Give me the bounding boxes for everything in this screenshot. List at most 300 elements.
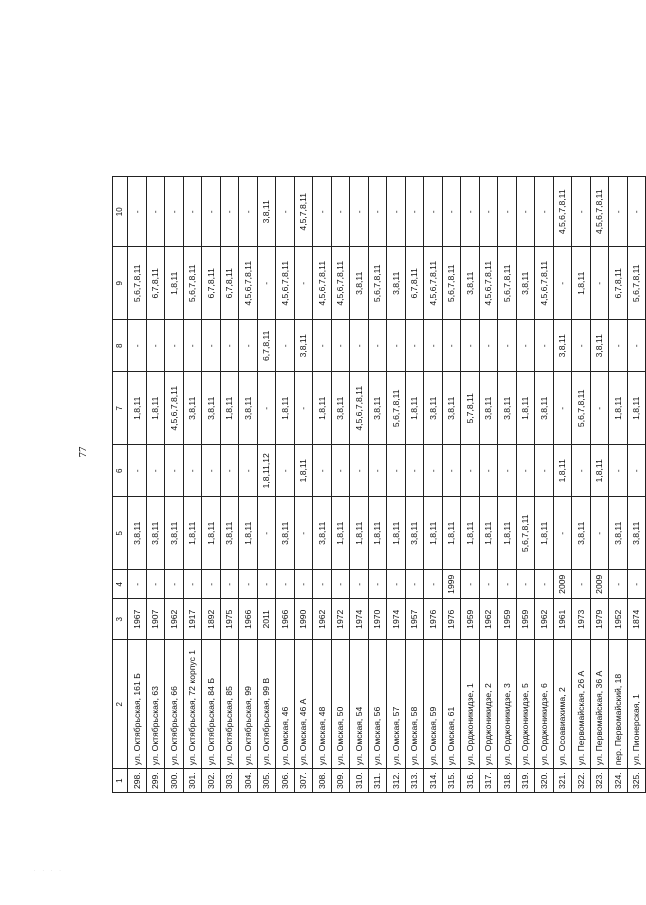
table-cell: - xyxy=(165,177,184,247)
table-cell: - xyxy=(461,320,480,372)
table-cell: 1,8,11 xyxy=(294,445,313,497)
table-cell: - xyxy=(128,570,147,599)
table-cell: - xyxy=(516,445,535,497)
table-row xyxy=(498,177,517,793)
table-cell: - xyxy=(479,445,498,497)
table-cell: - xyxy=(368,570,387,599)
table-row xyxy=(220,177,239,793)
table-cell: - xyxy=(424,320,443,372)
table-cell: 1,8,11 xyxy=(572,247,591,320)
table-cell: - xyxy=(498,320,517,372)
table-cell: 5,6,7,8,11 xyxy=(498,247,517,320)
header-cell: 9 xyxy=(113,247,128,320)
table-cell: - xyxy=(627,320,646,372)
table-cell: - xyxy=(387,320,406,372)
table-cell: 314. xyxy=(424,769,443,793)
table-cell: 3,8,11 xyxy=(590,320,609,372)
table-cell: 1959 xyxy=(461,599,480,640)
header-cell: 4 xyxy=(113,570,128,599)
table-cell: 6,7,8,11 xyxy=(609,247,628,320)
table-cell: ул. Орджоникидзе, 5 xyxy=(516,640,535,769)
table-cell: - xyxy=(257,570,276,599)
table-cell: 3,8,11 xyxy=(405,497,424,570)
table-cell: 323. xyxy=(590,769,609,793)
table-cell: 1,8,11 xyxy=(590,445,609,497)
table-cell: 4,5,6,7,8,11 xyxy=(313,247,332,320)
table-cell: 3,8,11 xyxy=(479,372,498,445)
table-cell: 1,8,11 xyxy=(350,497,369,570)
table-cell: - xyxy=(535,177,554,247)
table-cell: - xyxy=(313,445,332,497)
table-cell: - xyxy=(294,497,313,570)
table-cell: - xyxy=(128,177,147,247)
table-cell: - xyxy=(590,372,609,445)
table-cell: 3,8,11 xyxy=(183,372,202,445)
table-cell: 1,8,11 xyxy=(627,372,646,445)
table-cell: 3,8,11 xyxy=(146,497,165,570)
table-cell: - xyxy=(405,445,424,497)
table-cell: 3,8,11 xyxy=(553,320,572,372)
table-row xyxy=(350,177,369,793)
table-cell: ул. Омская, 48 xyxy=(313,640,332,769)
table-cell: - xyxy=(331,445,350,497)
table-cell: 1959 xyxy=(498,599,517,640)
table-cell: 313. xyxy=(405,769,424,793)
table-cell: ул. Октябрьская, 63 xyxy=(146,640,165,769)
table-cell: - xyxy=(516,177,535,247)
table-cell: - xyxy=(183,177,202,247)
table-cell: 1,8,11 xyxy=(276,372,295,445)
table-cell: 1,8,11 xyxy=(609,372,628,445)
header-cell: 5 xyxy=(113,497,128,570)
table-cell: - xyxy=(276,177,295,247)
table-cell: 1907 xyxy=(146,599,165,640)
table-row xyxy=(535,177,554,793)
table-cell: - xyxy=(183,445,202,497)
table-cell: - xyxy=(146,177,165,247)
table-cell: - xyxy=(442,320,461,372)
table-cell: ул. Осоавиахима, 2 xyxy=(553,640,572,769)
table-cell: - xyxy=(220,570,239,599)
table-row xyxy=(239,177,258,793)
header-cell: 10 xyxy=(113,177,128,247)
table-cell: 4,5,7,8,11 xyxy=(294,177,313,247)
table-cell: ул. Омская, 56 xyxy=(368,640,387,769)
table-cell: - xyxy=(220,177,239,247)
table-cell: 1,8,11 xyxy=(387,497,406,570)
table-cell: ул. Омская, 50 xyxy=(331,640,350,769)
table-cell: 325. xyxy=(627,769,646,793)
table-cell: 300. xyxy=(165,769,184,793)
table-cell: 1,8,11,12 xyxy=(257,445,276,497)
table-cell: 1,8,11 xyxy=(479,497,498,570)
table-cell: 321. xyxy=(553,769,572,793)
table-cell: 3,8,11 xyxy=(461,247,480,320)
table-cell: 3,8,11 xyxy=(331,372,350,445)
table-cell: ул. Орджоникидзе, 3 xyxy=(498,640,517,769)
header-cell: 8 xyxy=(113,320,128,372)
table-row xyxy=(553,177,572,793)
table-cell: - xyxy=(350,570,369,599)
table-cell: 6,7,8,11 xyxy=(202,247,221,320)
table-cell: - xyxy=(516,320,535,372)
table-cell: 5,6,7,8,11 xyxy=(368,247,387,320)
table-cell: ул. Первомайская, 26 А xyxy=(572,640,591,769)
table-cell: 307. xyxy=(294,769,313,793)
table-cell: 320. xyxy=(535,769,554,793)
table-cell: 1,8,11 xyxy=(146,372,165,445)
table-row xyxy=(202,177,221,793)
table-cell: 316. xyxy=(461,769,480,793)
table-cell: - xyxy=(553,497,572,570)
table-cell: 303. xyxy=(220,769,239,793)
table-cell: - xyxy=(257,372,276,445)
table-cell: - xyxy=(331,320,350,372)
table-cell: 3,8,11 xyxy=(424,372,443,445)
table-cell: 1917 xyxy=(183,599,202,640)
table-cell: - xyxy=(442,177,461,247)
table-cell: - xyxy=(461,445,480,497)
table-cell: - xyxy=(498,445,517,497)
table-cell: 3,8,11 xyxy=(498,372,517,445)
table-cell: - xyxy=(479,570,498,599)
table-cell: - xyxy=(498,570,517,599)
table-cell: - xyxy=(202,177,221,247)
table-cell: 309. xyxy=(331,769,350,793)
table-cell: - xyxy=(368,320,387,372)
table-cell: 1,8,11 xyxy=(331,497,350,570)
table-cell: - xyxy=(220,320,239,372)
table-cell: 1,8,11 xyxy=(461,497,480,570)
table-cell: - xyxy=(368,177,387,247)
table-cell: 3,8,11 xyxy=(516,247,535,320)
table-row xyxy=(165,177,184,793)
table-cell: - xyxy=(294,570,313,599)
table-cell: 1961 xyxy=(553,599,572,640)
table-cell: 301. xyxy=(183,769,202,793)
table-cell: - xyxy=(239,570,258,599)
table-cell: 317. xyxy=(479,769,498,793)
table-cell: - xyxy=(424,570,443,599)
table-cell: ул. Омская, 46 А xyxy=(294,640,313,769)
table-cell: 3,8,11 xyxy=(128,497,147,570)
table-cell: 1,8,11 xyxy=(183,497,202,570)
table-cell: 1,8,11 xyxy=(313,372,332,445)
table-cell: 1,8,11 xyxy=(516,372,535,445)
table-cell: 298. xyxy=(128,769,147,793)
table-row xyxy=(387,177,406,793)
table-cell: 308. xyxy=(313,769,332,793)
table-row xyxy=(183,177,202,793)
table-cell: 3,8,11 xyxy=(165,497,184,570)
table-cell: ул. Орджоникидзе, 2 xyxy=(479,640,498,769)
table-cell: 1962 xyxy=(479,599,498,640)
table-cell: 3,8,11 xyxy=(627,497,646,570)
table-cell: 5,6,7,8,11 xyxy=(128,247,147,320)
table-cell: - xyxy=(183,570,202,599)
table-cell: 1,8,11 xyxy=(239,497,258,570)
table-row xyxy=(368,177,387,793)
table-cell: 4,5,6,7,8,11 xyxy=(424,247,443,320)
table-cell: 1962 xyxy=(313,599,332,640)
table-cell: - xyxy=(183,320,202,372)
table-cell: - xyxy=(405,320,424,372)
table-cell: ул. Омская, 54 xyxy=(350,640,369,769)
table-cell: 1962 xyxy=(165,599,184,640)
table-cell: пер. Первомайский, 18 xyxy=(609,640,628,769)
table-cell: - xyxy=(294,372,313,445)
table-cell: 3,8,11 xyxy=(609,497,628,570)
table-cell: - xyxy=(313,177,332,247)
table-cell: 5,6,7,8,11 xyxy=(387,372,406,445)
header-cell: 7 xyxy=(113,372,128,445)
table-cell: 3,8,11 xyxy=(276,497,295,570)
table-cell: 1,8,11 xyxy=(405,372,424,445)
table-cell: 4,5,6,7,8,11 xyxy=(276,247,295,320)
table-cell: 5,6,7,8,11 xyxy=(572,372,591,445)
table-cell: - xyxy=(165,570,184,599)
table-cell: ул. Омская, 46 xyxy=(276,640,295,769)
table-cell: 3,8,11 xyxy=(368,372,387,445)
table-cell: 2011 xyxy=(257,599,276,640)
table-cell: - xyxy=(609,320,628,372)
table-cell: 1,8,11 xyxy=(128,372,147,445)
table-cell: - xyxy=(609,445,628,497)
table-row xyxy=(442,177,461,793)
table-cell: 1999 xyxy=(442,570,461,599)
table-cell: 318. xyxy=(498,769,517,793)
table-cell: 3,8,11 xyxy=(535,372,554,445)
table-cell: 5,6,7,8,11 xyxy=(183,247,202,320)
table-cell: ул. Октябрьская, 161 Б xyxy=(128,640,147,769)
table-cell: 6,7,8,11 xyxy=(405,247,424,320)
table-cell: 312. xyxy=(387,769,406,793)
table-row xyxy=(609,177,628,793)
table-cell: 3,8,11 xyxy=(350,247,369,320)
table-cell: ул. Первомайская, 36 А xyxy=(590,640,609,769)
table-cell: 322. xyxy=(572,769,591,793)
table-cell: - xyxy=(553,247,572,320)
table-cell: - xyxy=(146,320,165,372)
table-cell: 1,8,11 xyxy=(368,497,387,570)
table-cell: 1970 xyxy=(368,599,387,640)
table-cell: - xyxy=(572,445,591,497)
table-cell: - xyxy=(516,570,535,599)
table-cell: 302. xyxy=(202,769,221,793)
table-cell: 305. xyxy=(257,769,276,793)
table-row xyxy=(590,177,609,793)
table-cell: - xyxy=(498,177,517,247)
table-cell: - xyxy=(331,177,350,247)
table-cell: - xyxy=(609,570,628,599)
table-cell: 2009 xyxy=(590,570,609,599)
table-cell: - xyxy=(479,320,498,372)
header-cell: 3 xyxy=(113,599,128,640)
table-cell: - xyxy=(276,570,295,599)
table-cell: ул. Октябрьская, 99 xyxy=(239,640,258,769)
table-cell: 1,8,11 xyxy=(202,497,221,570)
table-cell: - xyxy=(257,497,276,570)
header-cell: 1 xyxy=(113,769,128,793)
table-row xyxy=(128,177,147,793)
table-cell: ул. Орджоникидзе, 1 xyxy=(461,640,480,769)
table-cell: - xyxy=(572,177,591,247)
table-cell: - xyxy=(313,570,332,599)
table-cell: - xyxy=(442,445,461,497)
table-cell: - xyxy=(128,445,147,497)
table-cell: - xyxy=(146,445,165,497)
table-cell: 1,8,11 xyxy=(535,497,554,570)
table-cell: ул. Пионерская, 1 xyxy=(627,640,646,769)
table-cell: 3,8,11 xyxy=(239,372,258,445)
table-cell: - xyxy=(202,320,221,372)
header-cell: 2 xyxy=(113,640,128,769)
table-cell: 1966 xyxy=(276,599,295,640)
table-cell: - xyxy=(387,445,406,497)
table-cell: - xyxy=(461,570,480,599)
table-cell: 1966 xyxy=(239,599,258,640)
table-cell: ул. Омская, 61 xyxy=(442,640,461,769)
table-cell: - xyxy=(590,247,609,320)
table-cell: 3,8,11 xyxy=(572,497,591,570)
table-cell: 3,8,11 xyxy=(442,372,461,445)
table-cell: 1962 xyxy=(535,599,554,640)
table-cell: 1976 xyxy=(424,599,443,640)
table-cell: 1,8,11 xyxy=(165,247,184,320)
table-cell: - xyxy=(239,320,258,372)
table-cell: 1972 xyxy=(331,599,350,640)
table-cell: ул. Октябрьская, 66 xyxy=(165,640,184,769)
table-cell: - xyxy=(128,320,147,372)
table-cell: 310. xyxy=(350,769,369,793)
table-cell: 306. xyxy=(276,769,295,793)
table-cell: 1979 xyxy=(590,599,609,640)
table-cell: 1,8,11 xyxy=(424,497,443,570)
table-cell: - xyxy=(220,445,239,497)
table-cell: - xyxy=(331,570,350,599)
table-cell: 1990 xyxy=(294,599,313,640)
table-cell: - xyxy=(535,445,554,497)
table-row xyxy=(276,177,295,793)
table-cell: 6,7,8,11 xyxy=(220,247,239,320)
table-row xyxy=(294,177,313,793)
table-cell: 319. xyxy=(516,769,535,793)
table-cell: - xyxy=(479,177,498,247)
table-cell: - xyxy=(239,445,258,497)
table-cell: 6,7,8,11 xyxy=(257,320,276,372)
table-cell: - xyxy=(553,372,572,445)
table-cell: - xyxy=(350,445,369,497)
table-cell: 1959 xyxy=(516,599,535,640)
table-cell: 4,5,6,7,8,11 xyxy=(165,372,184,445)
table-cell: ул. Омская, 58 xyxy=(405,640,424,769)
table-cell: - xyxy=(627,445,646,497)
table-row xyxy=(313,177,332,793)
table-cell: 5,7,8,11 xyxy=(461,372,480,445)
table-row xyxy=(405,177,424,793)
table-cell: - xyxy=(350,320,369,372)
table-cell: - xyxy=(146,570,165,599)
rotated-table-container xyxy=(112,73,642,793)
table-cell: 6,7,8,11 xyxy=(146,247,165,320)
table-cell: 1892 xyxy=(202,599,221,640)
table-cell: 304. xyxy=(239,769,258,793)
table-cell: - xyxy=(368,445,387,497)
table-cell: 1952 xyxy=(609,599,628,640)
table-cell: 5,6,7,8,11 xyxy=(442,247,461,320)
table-cell: 3,8,11 xyxy=(387,247,406,320)
table-row xyxy=(461,177,480,793)
table-cell: ул. Октябрьская, 84 Б xyxy=(202,640,221,769)
table-cell: 4,5,6,7,8,11 xyxy=(350,372,369,445)
table-cell: - xyxy=(276,445,295,497)
table-cell: - xyxy=(572,320,591,372)
table-cell: - xyxy=(424,445,443,497)
table-cell: - xyxy=(424,177,443,247)
table-cell: 315. xyxy=(442,769,461,793)
table-cell: 4,5,6,7,8,11 xyxy=(239,247,258,320)
table-cell: ул. Октябрьская, 72 корпус 1 xyxy=(183,640,202,769)
table-cell: - xyxy=(239,177,258,247)
table-cell: - xyxy=(627,177,646,247)
scan-specks: · · · · xyxy=(34,868,64,873)
table-cell: - xyxy=(276,320,295,372)
table-cell: 2009 xyxy=(553,570,572,599)
table-cell: 1974 xyxy=(387,599,406,640)
table-cell: - xyxy=(535,320,554,372)
table-cell: 4,5,6,7,8,11 xyxy=(331,247,350,320)
table-row xyxy=(479,177,498,793)
table-cell: 1,8,11 xyxy=(498,497,517,570)
table-cell: 3,8,11 xyxy=(202,372,221,445)
table-cell: 1973 xyxy=(572,599,591,640)
table-cell: - xyxy=(257,247,276,320)
table-cell: - xyxy=(405,177,424,247)
table-cell: 3,8,11 xyxy=(313,497,332,570)
table-cell: - xyxy=(387,570,406,599)
buildings-table xyxy=(112,176,646,793)
table-cell: - xyxy=(572,570,591,599)
table-cell: 1874 xyxy=(627,599,646,640)
table-cell: 1975 xyxy=(220,599,239,640)
table-cell: 1974 xyxy=(350,599,369,640)
table-row xyxy=(516,177,535,793)
table-cell: 1,8,11 xyxy=(442,497,461,570)
table-row xyxy=(331,177,350,793)
table-cell: ул. Омская, 59 xyxy=(424,640,443,769)
table-cell: 3,8,11 xyxy=(294,320,313,372)
table-cell: ул. Октябрьская, 85 xyxy=(220,640,239,769)
table-cell: - xyxy=(313,320,332,372)
table-cell: - xyxy=(590,497,609,570)
table-cell: 5,6,7,8,11 xyxy=(516,497,535,570)
table-cell: 1,8,11 xyxy=(220,372,239,445)
table-cell: 1967 xyxy=(128,599,147,640)
table-cell: 4,5,6,7,8,11 xyxy=(590,177,609,247)
table-cell: 4,5,6,7,8,11 xyxy=(553,177,572,247)
table-cell: - xyxy=(461,177,480,247)
table-cell: - xyxy=(202,445,221,497)
table-row xyxy=(146,177,165,793)
table-cell: - xyxy=(202,570,221,599)
page-number: 77 xyxy=(77,446,89,458)
table-row xyxy=(627,177,646,793)
table-cell: ул. Октябрьская, 99 В xyxy=(257,640,276,769)
table-row xyxy=(257,177,276,793)
table-cell: 5,6,7,8,11 xyxy=(627,247,646,320)
table-row xyxy=(424,177,443,793)
table-cell: 4,5,6,7,8,11 xyxy=(535,247,554,320)
